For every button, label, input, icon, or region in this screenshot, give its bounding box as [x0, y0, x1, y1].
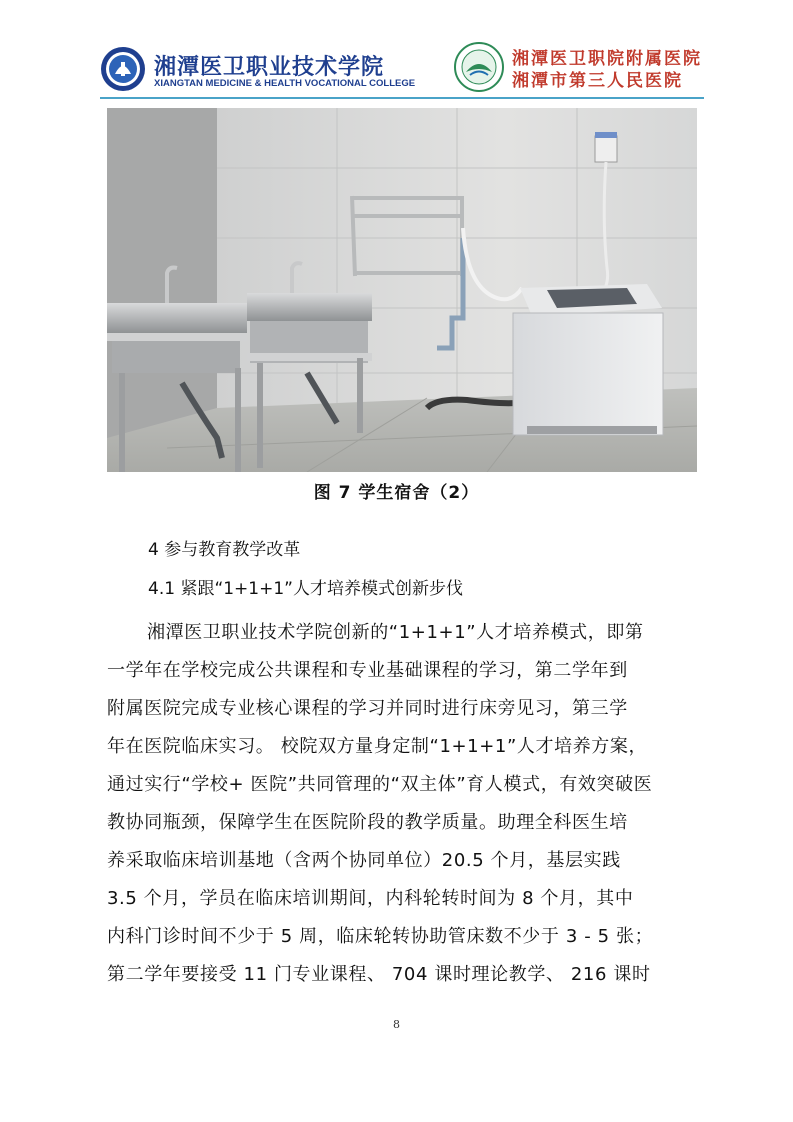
hospital-header	[454, 42, 714, 94]
page-number: 8	[393, 1018, 400, 1031]
figure-caption: 图 7 学生宿舍（2）	[313, 483, 480, 503]
section-heading: 4 参与教育教学改革	[148, 540, 301, 560]
paragraph-line: 湘潭医卫职业技术学院创新的“1+1+1”人才培养模式，即第	[147, 622, 644, 643]
college-header	[100, 46, 416, 94]
college-logo-icon	[100, 46, 146, 92]
paragraph-line: 第二学年要接受 11 门专业课程、 704 课时理论教学、 216 课时	[107, 964, 651, 985]
paragraph-line: 3.5 个月，学员在临床培训期间，内科轮转时间为 8 个月，其中	[107, 888, 634, 909]
paragraph-line: 一学年在学校完成公共课程和专业基础课程的学习，第二学年到	[107, 660, 628, 681]
paragraph-line: 教协同瓶颈，保障学生在医院阶段的教学质量。助理全科医生培	[107, 812, 628, 833]
hospital-name-line-2: 湘潭市第三人民医院	[512, 71, 683, 91]
paragraph-line: 附属医院完成专业核心课程的学习并同时进行床旁见习，第三学	[107, 698, 628, 719]
dormitory-photo	[107, 108, 697, 472]
paragraph-line: 通过实行“学校+ 医院”共同管理的“双主体”育人模式，有效突破医	[107, 774, 653, 795]
paragraph-line: 内科门诊时间不少于 5 周，临床轮转协助管床数不少于 3 - 5 张；	[107, 926, 654, 947]
header-divider	[100, 97, 704, 99]
hospital-logo-icon	[454, 42, 504, 92]
college-name-cn: 湘潭医卫职业技术学院	[154, 54, 385, 80]
paragraph-line: 养采取临床培训基地（含两个协同单位）20.5 个月，基层实践	[107, 850, 621, 871]
section-subheading: 4.1 紧跟“1+1+1”人才培养模式创新步伐	[148, 579, 463, 599]
paragraph-line: 年在医院临床实习。 校院双方量身定制“1+1+1”人才培养方案，	[107, 736, 648, 757]
hospital-name-line-1: 湘潭医卫职院附属医院	[512, 49, 702, 69]
college-name-en: XIANGTAN MEDICINE & HEALTH VOCATIONAL COLLEGE	[154, 78, 416, 89]
